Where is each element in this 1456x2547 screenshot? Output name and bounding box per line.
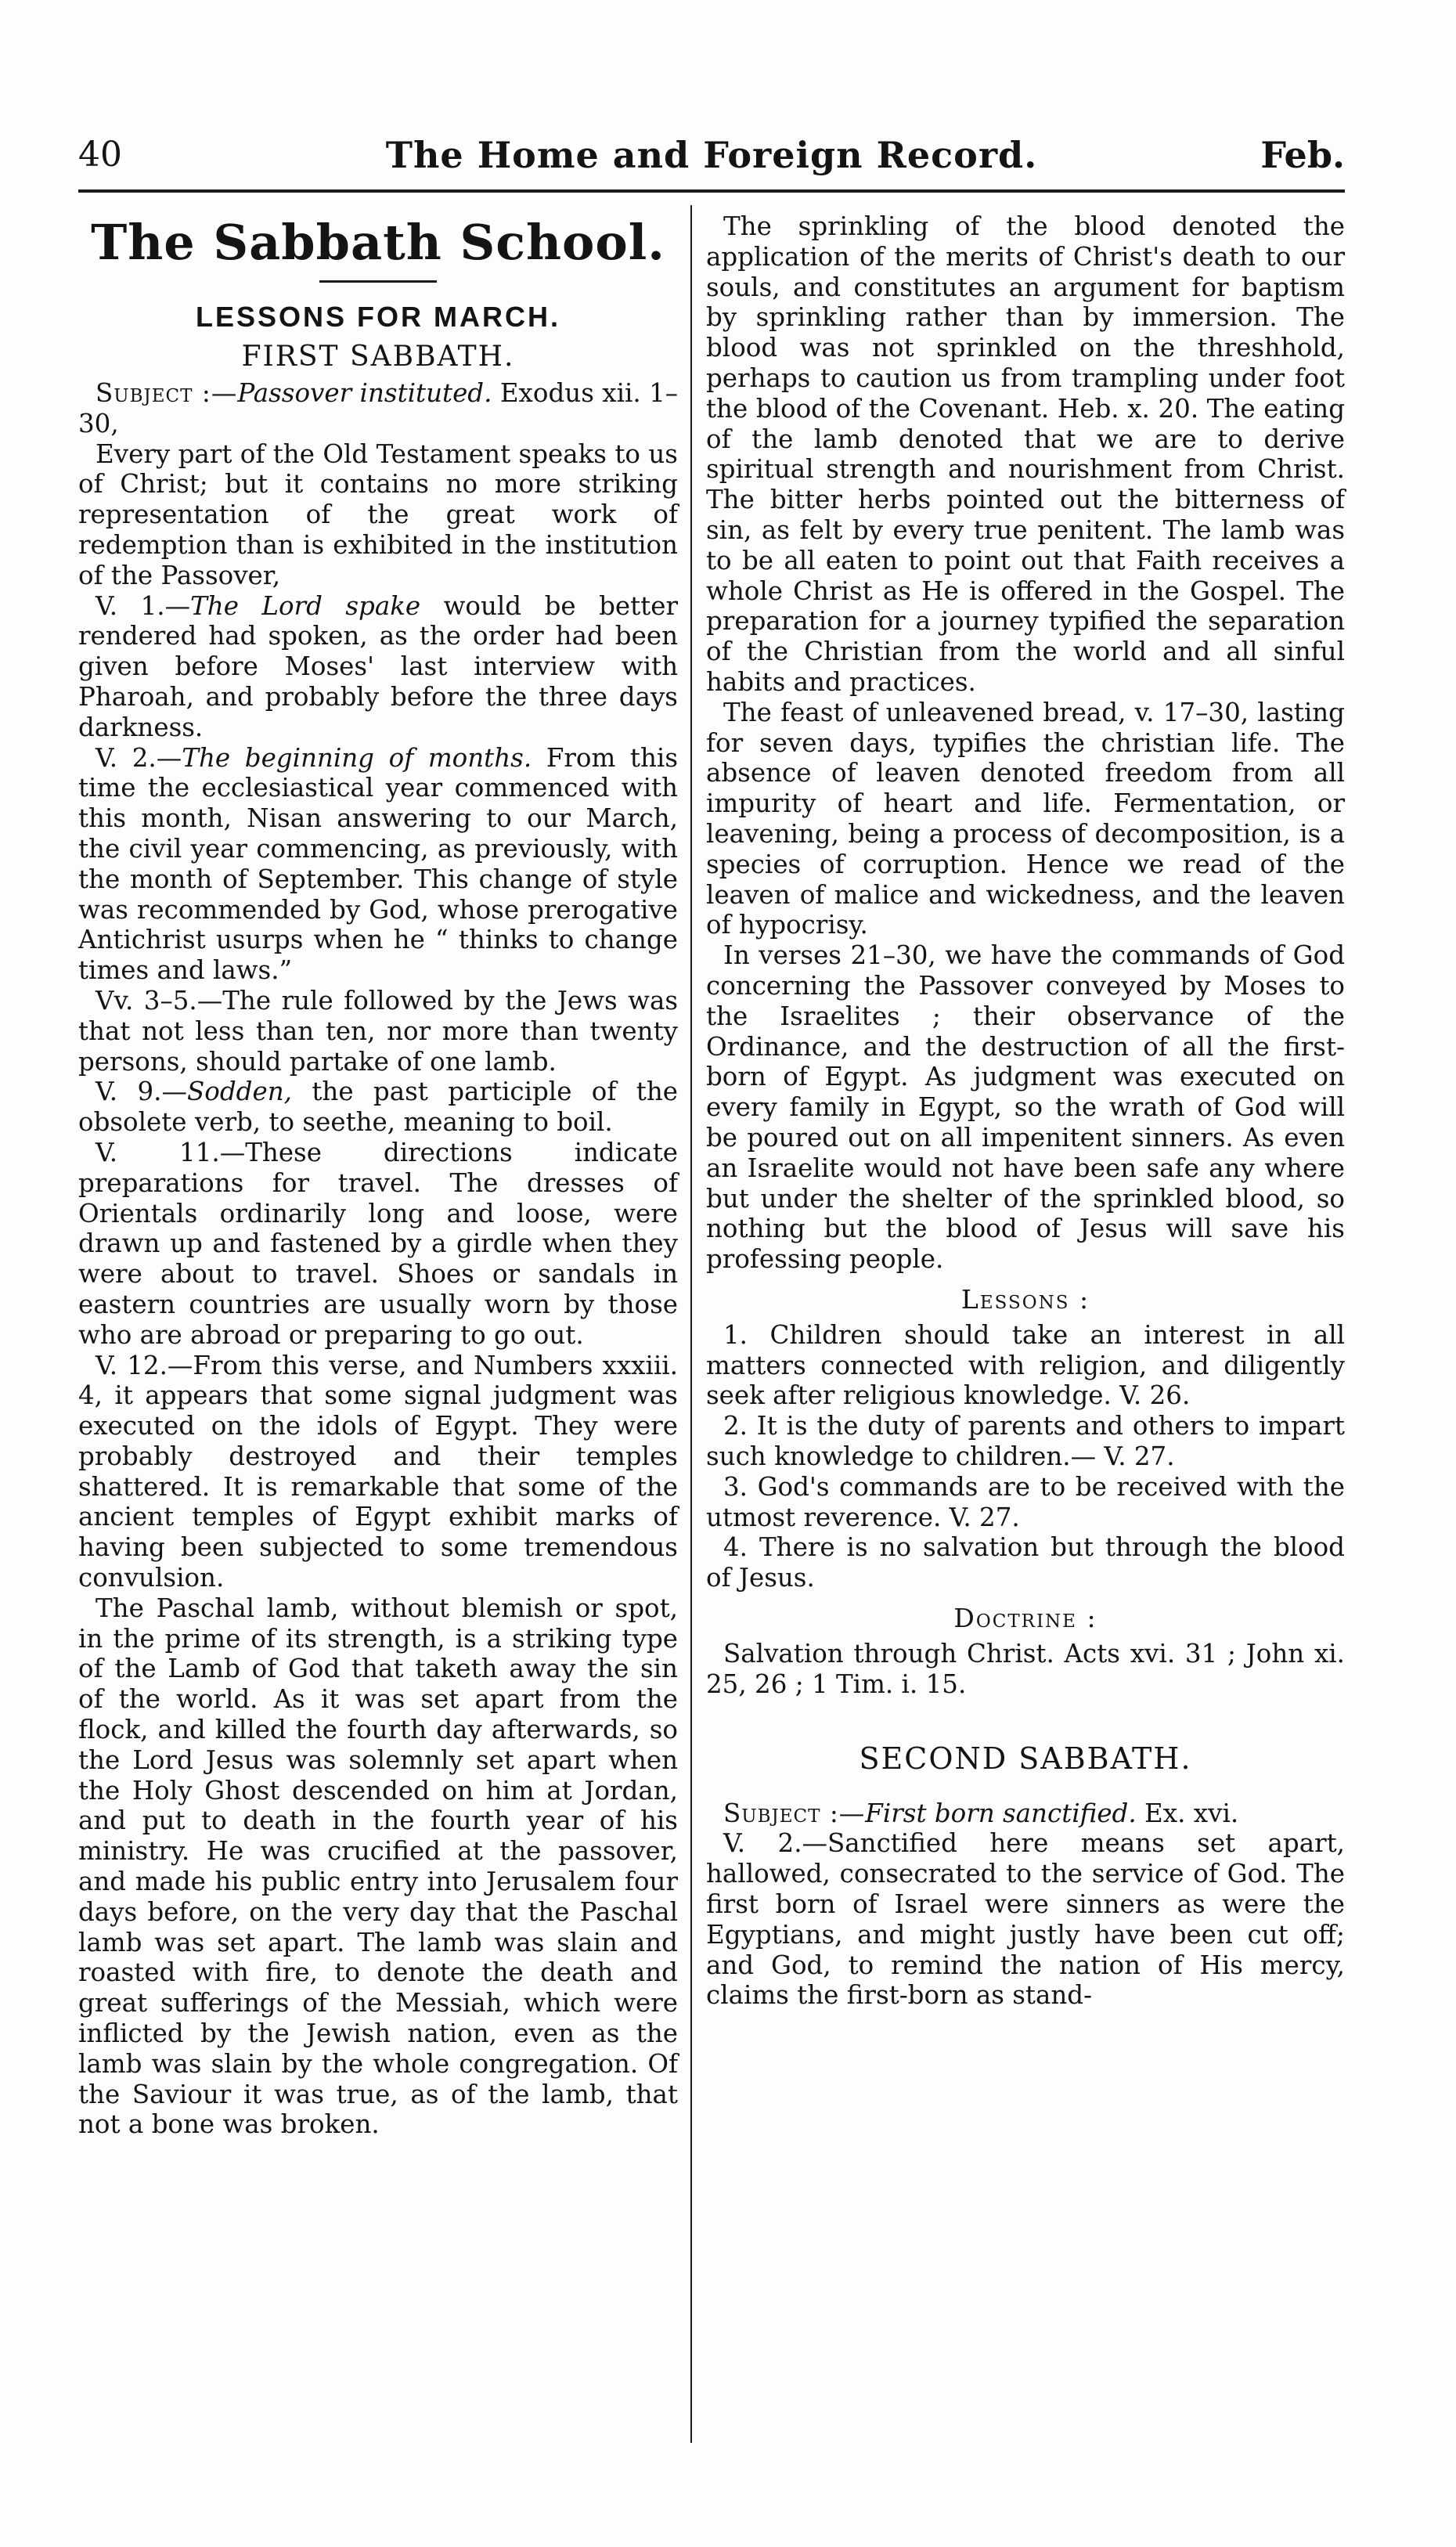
subject-label: Subject :— — [723, 1798, 866, 1828]
left-column — [78, 211, 678, 2140]
issue-month: Feb. — [1260, 134, 1345, 176]
verse-9-prefix: V. 9.— — [96, 1077, 188, 1107]
sprinkling-paragraph: The sprinkling of the blood denoted the application of the merits of Christ's death to our souls, and constitutes an argument for baptism by sprinkling rather than by immersion. The blood was not sprinkled on the threshhold, perhaps to caution us from trampling under foot the blood of the Covenant. Heb. x. 20. The eating of the lamb denoted that we are to derive spiritual strength and nourishment from Christ. The bitter herbs pointed out the bitterness of sin, as felt by every true penitent. The lamb was to be all eaten to point out that Faith receives a whole Christ as He is offered in the Gospel. The preparation for a journey typified the separation of the Christian from the world and all sinful habits and practices. — [706, 211, 1345, 697]
subject-label: Subject :— — [96, 378, 238, 408]
subject-reference: Exodus xii. 1–30, — [78, 378, 679, 438]
lessons-label: Lessons : — [960, 1283, 1090, 1315]
section-title: The Sabbath School. — [91, 214, 665, 271]
verse-1-prefix: V. 1.— — [96, 590, 191, 621]
verses-3-5-note: Vv. 3–5.—The rule followed by the Jews was that not less than ten, nor more than twenty persons, should partake of one lamb. — [78, 985, 678, 1077]
page-number: 40 — [78, 135, 122, 175]
lesson-item: 4. There is no salvation but through the blood of Jesus. — [706, 1532, 1345, 1593]
header-rule — [78, 189, 1345, 193]
unleavened-bread-paragraph: The feast of unleavened bread, v. 17–30, lasting for seven days, typifies the christian life. The absence of leaven denoted freedom from all impurity of heart and life. Fermentation, or leavening, being a process of decomposition, is a species of corruption. Hence we read of the leaven of malice and wickedness, and the leaven of hypocrisy. — [706, 697, 1345, 940]
title-rule — [319, 280, 437, 283]
intro-paragraph: Every part of the Old Testament speaks to us of Christ; but it contains no more striking representation of the great work of redemption than is exhibited in the institution of the Passover, — [78, 438, 678, 590]
subject-reference: Ex. xvi. — [1136, 1798, 1239, 1828]
running-head — [78, 132, 1345, 186]
lesson-item: 1. Children should take an interest in all matters connected with religion, and diligently seek after religious knowledge. V. 26. — [706, 1319, 1345, 1411]
lesson-item: 3. God's commands are to be received with the utmost reverence. V. 27. — [706, 1471, 1345, 1532]
verse-2-prefix: V. 2.— — [96, 742, 182, 773]
verse-11-note: V. 11.—These directions indicate preparations for travel. The dresses of Orientals ordinarily long and loose, were drawn up and fastened by a girdle when they were about to travel. Shoes or sandals in eastern countries are usually worn by those who are abroad or preparing to go out. — [78, 1137, 678, 1350]
second-subject-line — [706, 1798, 1345, 1829]
verse-9-text: the past participle of the obsolete verb, to seethe, meaning to boil. — [78, 1077, 678, 1138]
verse-1-italic: The Lord spake — [190, 590, 421, 621]
lesson-item: 2. It is the duty of parents and others to impart such knowledge to children.— V. 27. — [706, 1411, 1345, 1472]
first-sabbath-heading: FIRST SABBATH. — [241, 341, 515, 373]
verse-1-note — [78, 591, 678, 743]
verse-9-italic: Sodden, — [187, 1077, 292, 1107]
doctrine-label: Doctrine : — [953, 1603, 1097, 1634]
verse-9-note — [78, 1077, 678, 1138]
verses-21-30-paragraph: In verses 21–30, we have the commands of God concerning the Passover conveyed by Moses to the Israelites ; their observance of the Ordinance, and the destruction of all the first-born of Egypt. As judgment was executed on every family in Egypt, so the wrath of God will be poured out on all impenitent sinners. As even an Israelite would not have been safe any where but under the shelter of the sprinkled blood, so nothing but the blood of Jesus will save his professing people. — [706, 940, 1345, 1275]
subject-title: Passover instituted. — [237, 378, 492, 408]
verse-2-note — [78, 743, 678, 986]
verse-12-note: V. 12.—From this verse, and Numbers xxxiii. 4, it appears that some signal judgment was executed on the idols of Egypt. They were probably destroyed and their temples shattered. It is remarkable that some of the ancient temples of Egypt exhibit marks of having been subjected to some tremendous convulsion. — [78, 1350, 678, 1593]
subject-title: First born sanctified. — [865, 1798, 1137, 1828]
verse-1-text: would be better rendered had spoken, as the order had been given before Moses' last interview with Pharoah, and probably before the three days darkness. — [78, 590, 678, 742]
right-column — [706, 211, 1345, 2011]
second-verse-2-note: V. 2.—Sanctified here means set apart, hallowed, consecrated to the service of God. The first born of Israel were sinners as were the Egyptians, and might justly have been cut off; and God, to remind the nation of His mercy, claims the first-born as stand- — [706, 1828, 1345, 2011]
second-sabbath-heading: SECOND SABBATH. — [859, 1741, 1192, 1776]
lessons-heading: LESSONS FOR MARCH. — [195, 301, 560, 333]
journal-title: The Home and Foreign Record. — [385, 134, 1038, 176]
doctrine-text: Salvation through Christ. Acts xvi. 31 ; John xi. 25, 26 ; 1 Tim. i. 15. — [706, 1639, 1345, 1699]
verse-2-text: From this time the ecclesiastical year commenced with this month, Nisan answering to our March, the civil year commencing, as previously, with the month of September. This change of style was recommended by God, whose prerogative Antichrist usurps when he “ thinks to change times and laws.” — [78, 742, 678, 986]
verse-2-italic: The beginning of months. — [182, 742, 532, 773]
paschal-lamb-paragraph: The Paschal lamb, without blemish or spot, in the prime of its strength, is a striking type of the Lamb of God that taketh away the sin of the world. As it was set apart from the flock, and killed the fourth day afterwards, so the Lord Jesus was solemnly set apart when the Holy Ghost descended on him at Jordan, and put to death in the fourth year of his ministry. He was crucified at the passover, and made his public entry into Jerusalem four days before, on the very day that the Paschal lamb was set apart. The lamb was slain and roasted with fire, to denote the death and great sufferings of the Messiah, which were inflicted by the Jewish nation, even as the lamb was slain by the whole congregation. Of the Saviour it was true, as of the lamb, that not a bone was broken. — [78, 1593, 678, 2140]
column-divider — [690, 205, 692, 2443]
first-subject-line — [78, 378, 678, 439]
